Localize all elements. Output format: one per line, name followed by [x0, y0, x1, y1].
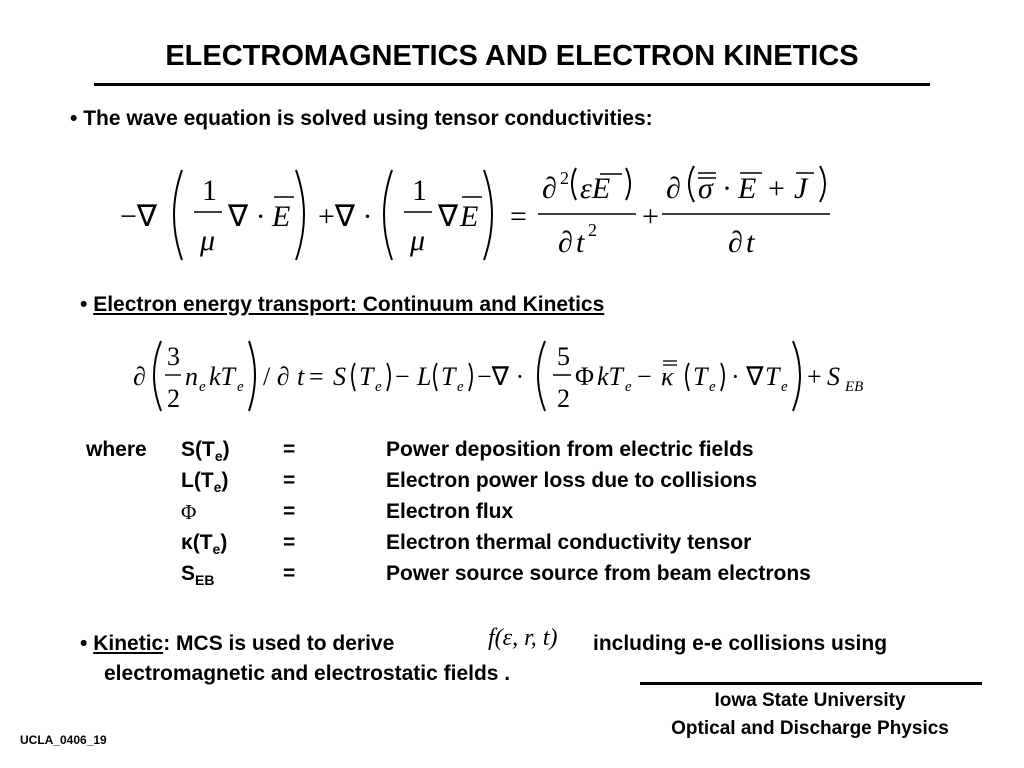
svg-text:e: e — [375, 379, 382, 395]
svg-text:L: L — [417, 362, 432, 391]
svg-text:−∇ ·: −∇ · — [477, 362, 525, 391]
svg-text:S: S — [333, 362, 346, 391]
svg-text:T: T — [693, 362, 708, 391]
equals-sign: = — [283, 562, 296, 585]
energy-transport-equation — [125, 335, 885, 420]
kinetic-text-b: including e-e collisions using — [593, 632, 888, 655]
footer-group: Optical and Discharge Physics — [671, 718, 949, 739]
bullet-wave-equation-text: The wave equation is solved using tensor conductivities: — [83, 107, 653, 130]
svg-text:e: e — [781, 379, 788, 395]
svg-text:t: t — [746, 226, 755, 259]
svg-text:T: T — [765, 362, 780, 391]
svg-text:/ ∂: / ∂ — [263, 362, 290, 391]
bullet-energy-transport — [80, 293, 604, 317]
svg-text:∇: ∇ — [438, 200, 459, 233]
bullet-energy-transport-text: Electron energy transport: Continuum and Kinetics — [93, 293, 605, 316]
svg-text:T: T — [441, 362, 456, 391]
definition-description: Electron power loss due to collisions — [386, 469, 758, 492]
svg-text:−: − — [637, 362, 652, 391]
symbol-subscript: e — [214, 448, 223, 464]
svg-text:∂: ∂ — [133, 362, 146, 391]
definition-symbol — [181, 531, 227, 555]
definition-description: Power deposition from electric fields — [386, 438, 754, 461]
svg-text:∂: ∂ — [666, 172, 681, 205]
symbol-tail: ) — [220, 531, 228, 554]
svg-text:5: 5 — [557, 342, 570, 371]
svg-text:−∇: −∇ — [120, 200, 157, 233]
svg-text:+: + — [807, 362, 822, 391]
svg-text:Φ: Φ — [575, 362, 595, 391]
definition-symbol — [181, 438, 230, 462]
svg-text:−: − — [395, 362, 410, 391]
svg-text:∇ ·: ∇ · — [228, 200, 266, 233]
svg-text:+: + — [642, 200, 659, 233]
svg-text:T: T — [359, 362, 374, 391]
definition-description: Electron thermal conductivity tensor — [386, 531, 752, 554]
equals-sign: = — [283, 469, 296, 492]
svg-text:e: e — [709, 379, 716, 395]
svg-text:kT: kT — [597, 362, 623, 391]
svg-text:kT: kT — [209, 362, 235, 391]
svg-text:εE: εE — [580, 172, 611, 205]
equals-sign: = — [283, 500, 296, 523]
svg-text:E: E — [460, 200, 479, 233]
svg-text:=: = — [309, 362, 324, 391]
footer-rule — [640, 682, 982, 685]
equals-sign: = — [283, 438, 296, 461]
bullet-dot-icon: • — [80, 632, 88, 655]
svg-text:∂: ∂ — [558, 226, 573, 259]
svg-text:n: n — [185, 362, 198, 391]
symbol-subscript: e — [212, 541, 221, 557]
svg-text:· ∇: · ∇ — [731, 362, 764, 391]
svg-text:κ: κ — [661, 362, 674, 391]
svg-text:t: t — [576, 226, 585, 259]
svg-text:e: e — [237, 379, 244, 395]
symbol-tail: ) — [222, 438, 230, 461]
svg-text:e: e — [457, 379, 464, 395]
kinetic-text-c: electromagnetic and electrostatic fields . — [104, 662, 511, 685]
svg-text:2: 2 — [167, 384, 180, 413]
svg-text:·: · — [722, 172, 732, 205]
symbol-subscript: e — [213, 479, 222, 495]
symbol-text: κ(T — [181, 531, 213, 554]
svg-text:σ: σ — [698, 172, 713, 205]
svg-text:2: 2 — [588, 220, 597, 240]
svg-text:E: E — [738, 172, 757, 205]
footer-institution: Iowa State University — [714, 690, 906, 711]
svg-text:EB: EB — [845, 379, 864, 395]
bullet-wave-equation — [70, 107, 653, 131]
definition-symbol — [181, 500, 196, 525]
svg-text:3: 3 — [167, 342, 180, 371]
svg-text:t: t — [297, 362, 305, 391]
symbol-text: L(T — [181, 469, 214, 492]
svg-text:2: 2 — [560, 168, 569, 188]
definition-symbol — [181, 469, 228, 493]
slide-title: ELECTROMAGNETICS AND ELECTRON KINETICS — [165, 40, 859, 72]
title-underline — [94, 83, 930, 86]
svg-text:μ: μ — [410, 224, 426, 257]
bullet-kinetic — [80, 632, 394, 656]
symbol-tail: ) — [221, 469, 229, 492]
svg-text:∂: ∂ — [542, 172, 557, 205]
definition-description: Electron flux — [386, 500, 514, 523]
symbol-text: S — [181, 562, 196, 585]
svg-text:S: S — [827, 362, 840, 391]
bullet-dot-icon: • — [80, 293, 88, 316]
slide-code: UCLA_0406_19 — [20, 733, 107, 747]
svg-text:J: J — [794, 172, 808, 205]
svg-text:+: + — [768, 172, 785, 205]
definition-symbol — [181, 562, 214, 586]
svg-text:1: 1 — [202, 174, 217, 207]
svg-text:μ: μ — [200, 224, 216, 257]
svg-text:e: e — [199, 379, 206, 395]
svg-text:E: E — [272, 200, 291, 233]
wave-equation — [110, 160, 870, 270]
bullet-dot-icon: • — [70, 107, 78, 130]
svg-text:2: 2 — [557, 384, 570, 413]
symbol-text: Φ — [181, 500, 197, 524]
kinetic-label: Kinetic — [93, 632, 164, 655]
svg-text:∂: ∂ — [728, 226, 743, 259]
svg-text:=: = — [510, 200, 527, 233]
equals-sign: = — [283, 531, 296, 554]
symbol-subscript: EB — [195, 572, 215, 588]
svg-text:e: e — [625, 379, 632, 395]
where-label: where — [86, 438, 147, 461]
symbol-text: S(T — [181, 438, 215, 461]
kinetic-text-a: : MCS is used to derive — [163, 632, 395, 655]
distribution-function-formula: f(ε, r, t) — [488, 625, 558, 651]
definition-description: Power source source from beam electrons — [386, 562, 811, 585]
svg-text:+∇ ·: +∇ · — [318, 200, 373, 233]
svg-text:1: 1 — [412, 174, 427, 207]
